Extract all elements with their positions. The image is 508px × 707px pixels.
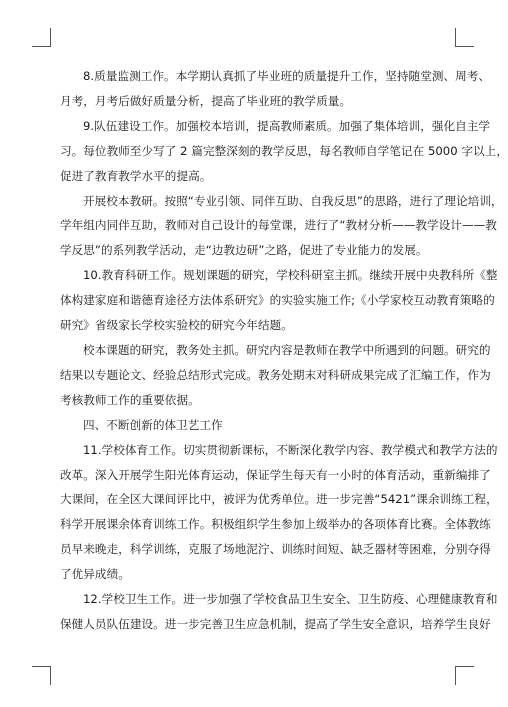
text-line: 月考，月考后做好质量分析，提高了毕业班的教学质量。 [60,93,352,108]
text-line: 考核教师工作的重要依据。 [60,392,200,407]
crop-mark-top-left [32,28,51,47]
document-body [60,64,508,637]
text-line: 大课间，在全区大课间评比中，被评为优秀单位。进一步完善“5421”课余训练工程， [60,492,498,507]
text-line: 促进了教育教学水平的提高。 [60,168,212,183]
paragraph-education-research [60,263,498,338]
text-line: 了优异成绩。 [60,567,130,582]
text-line: 体构建家庭和谐德育途径方法体系研究》的实验实施工作;《小学家校互动教育策略的 [60,293,495,308]
text-line: 习。每位教师至少写了 2 篇完整深刻的教学反思，每名教师自学笔记在 5000 字以上， [60,143,508,158]
text-line: 改革。深入开展学生阳光体育运动，保证学生每天有一小时的体育活动，重新编排了 [60,467,491,482]
text-line: 学年组内同伴互助，教师对自己设计的每堂课，进行了“教材分析——教学设计——教 [60,218,497,233]
crop-mark-bottom-left [32,666,51,685]
crop-mark-top-right [455,28,474,47]
text-line: 12.学校卫生工作。进一步加强了学校食品卫生安全、卫生防疫、心理健康教育和 [83,592,498,607]
text-line: 9.队伍建设工作。加强校本培训，提高教师素质。加强了集体培训，强化自主学 [83,118,491,133]
text-line: 结果以专题论文、经验总结形式完成。教务处期末对科研成果完成了汇编工作，作为 [60,367,491,382]
text-line: 四、不断创新的体卫艺工作 [83,417,223,432]
crop-mark-bottom-right [455,666,474,685]
text-line: 8.质量监测工作。本学期认真抓了毕业班的质量提升工作，坚持随堂测、周考、 [83,69,491,83]
section-heading [60,413,460,438]
text-line: 员早来晚走，科学训练，克服了场地泥泞、训练时间短、缺乏器材等困难，分别夺得 [60,542,491,557]
text-line: 科学开展课余体育训练工作。积极组织学生参加上级举办的各项体育比赛。全体教练 [60,517,491,532]
text-line: 校本课题的研究，教务处主抓。研究内容是教师在教学中所遇到的问题。研究的 [83,342,491,357]
text-line: 开展校本教研。按照“专业引领、同伴互助、自我反思”的思路，进行了理论培训， [83,193,503,208]
text-line: 保健人员队伍建设。进一步完善卫生应急机制，提高了学生安全意识，培养学生良好 [60,616,491,631]
text-line: 10.教育科研工作。规划课题的研究，学校科研室主抓。继续开展中央教科所《整 [83,268,498,283]
text-line: 研究》省级家长学校实验校的研究今年结题。 [60,318,293,333]
paragraph-school-topics [60,338,491,413]
paragraph-team-building [60,114,508,189]
paragraph-physical-education [60,438,498,587]
text-line: 11.学校体育工作。切实贯彻新课标，不断深化教学内容、教学模式和教学方法的 [83,442,498,457]
paragraph-quality-monitoring [60,64,491,114]
paragraph-school-health [60,587,498,637]
paragraph-school-research [60,189,503,264]
text-line: 学反思”的系列教学活动，走“边教边研”之路，促进了专业能力的发展。 [60,243,428,258]
